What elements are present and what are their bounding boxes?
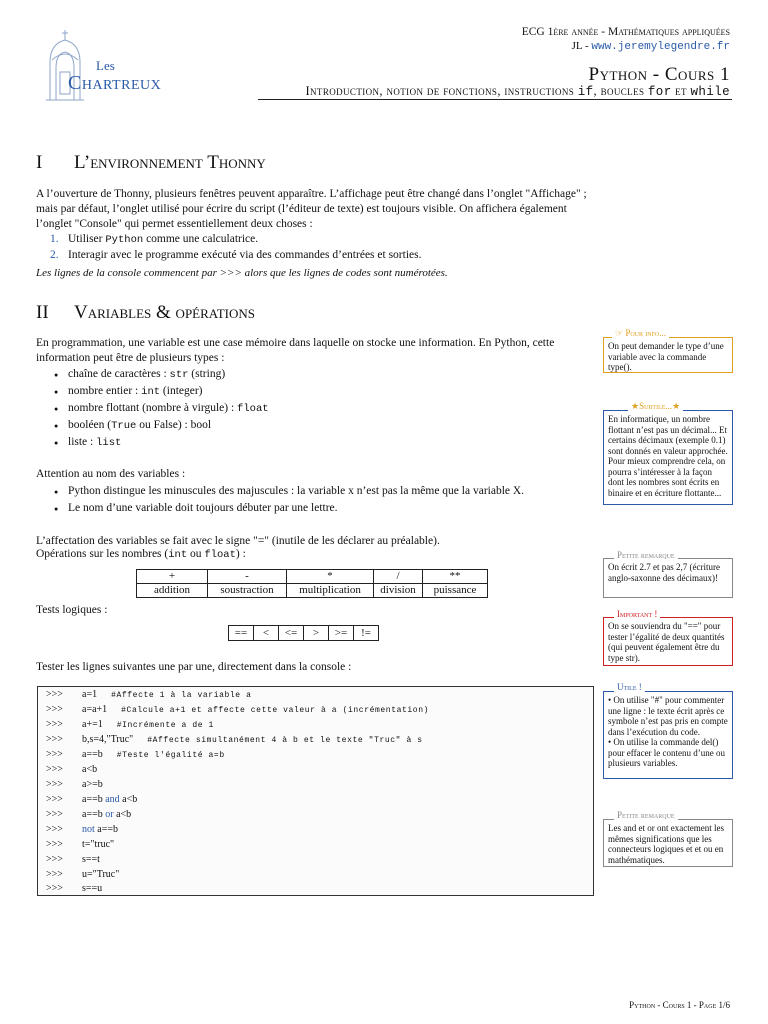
comment: #Affecte simultanément 4 à b et le texte "Truc" à s xyxy=(147,736,423,745)
bullet-text: (string) xyxy=(188,368,226,380)
console-note: Les lignes de la console commencent par >>> alors que les lignes de codes sont numérotées. xyxy=(36,267,448,279)
console-line xyxy=(46,883,102,894)
op-name: addition xyxy=(137,584,208,598)
bullet-item xyxy=(58,402,269,415)
code: a<b xyxy=(82,764,98,775)
code-part: a==b xyxy=(82,794,106,805)
tests-table xyxy=(228,625,379,641)
subtitle-code: for xyxy=(647,85,672,99)
box-text: • On utilise la commande del() pour effacer le contenu d’une ou plusieurs variables. xyxy=(608,737,726,768)
box-text: On se souviendra du "==" pour tester l’égalité de deux quantités (qui peuvent également être du type str). xyxy=(608,621,725,663)
document-subtitle xyxy=(305,84,730,99)
code: float xyxy=(204,549,236,561)
bullet-code: True xyxy=(111,420,137,432)
code-part: a<b xyxy=(113,809,132,820)
prompt: >>> xyxy=(46,689,63,700)
tests-label: Tests logiques : xyxy=(36,604,108,616)
prompt: >>> xyxy=(46,824,63,835)
test-op: > xyxy=(304,626,329,641)
comment: #Teste l'égalité a=b xyxy=(116,751,225,760)
comment: #Calcule a+1 et affecte cette valeur à a (incrémentation) xyxy=(121,706,430,715)
op-name: puissance xyxy=(423,584,488,598)
subtitle-code: if xyxy=(577,85,594,99)
logo xyxy=(38,22,178,110)
section-1-heading xyxy=(36,152,266,174)
box-text: Les and et or ont exactement les mêmes significations que les connecteurs logiques et et ou en mathématiques. xyxy=(608,823,724,865)
section-title: Variables & opérations xyxy=(74,302,256,323)
prompt: >>> xyxy=(46,764,63,775)
useful-box-title: Utile ! xyxy=(614,682,645,692)
document-title: Python - Cours 1 xyxy=(588,64,730,85)
bullet-text: ou False) : bool xyxy=(136,419,212,431)
comment: #Affecte 1 à la variable a xyxy=(111,691,252,700)
bullet-text: booléen ( xyxy=(68,419,112,431)
bullet-item xyxy=(58,436,121,449)
symbols-row xyxy=(137,570,488,584)
test-op: != xyxy=(354,626,379,641)
page-footer: Python - Cours 1 - Page 1/6 xyxy=(629,1000,730,1010)
prompt: >>> xyxy=(46,734,63,745)
prompt: >>> xyxy=(46,779,63,790)
console-listing xyxy=(37,686,594,896)
section-2-heading xyxy=(36,302,255,324)
affect-text: L’affectation des variables se fait avec le signe "=" (inutile de les déclarer au préalable). xyxy=(36,535,440,547)
list-item xyxy=(50,233,258,246)
op-symbol: - xyxy=(208,570,287,584)
prompt: >>> xyxy=(46,869,63,880)
prompt: >>> xyxy=(46,704,63,715)
code-part: a==b xyxy=(94,824,118,835)
bullet-text: chaîne de caractères : xyxy=(68,368,170,380)
subtle-box-title: ★Subtile...★ xyxy=(628,401,683,412)
sec2-paragraph: En programmation, une variable est une case mémoire dans laquelle on stocke une information. En Python, cette information peut être de plusieurs types : xyxy=(36,337,555,364)
box-text: On écrit 2.7 et pas 2,7 (écriture anglo-saxonne des décimaux)! xyxy=(608,562,720,583)
info-box xyxy=(603,337,733,373)
console-line xyxy=(46,824,118,835)
code: a>=b xyxy=(82,779,103,790)
subtle-box xyxy=(603,410,733,505)
prompt: >>> xyxy=(46,854,63,865)
remark-box-2-title: Petite remarque xyxy=(614,810,678,820)
console-line xyxy=(46,839,114,850)
bullet-item xyxy=(58,419,211,432)
code: a=a+1 xyxy=(82,704,108,715)
list-item xyxy=(50,249,421,261)
op-symbol: * xyxy=(287,570,374,584)
box-text: En informatique, un nombre flottant n’est pas un décimal... Et certains décimaux (exemple 0.1) sont donnés en valeur approchée. Pour mieux comprendre cela, on pourra s’intéresser à la façon dont les nombres sont écrits en binaire et en écriture flottante... xyxy=(608,414,728,498)
box-text: On peut demander le type d’une variable avec la commande type(). xyxy=(608,341,724,372)
bullet-code: list xyxy=(96,437,122,449)
box-text: • On utilise "#" pour commenter une ligne : le texte écrit après ce symbole n’est pas pris en compte dans l’exécution du code. xyxy=(608,695,728,737)
console-line xyxy=(46,854,100,865)
prompt: >>> xyxy=(46,794,63,805)
console-line xyxy=(46,749,225,760)
op-name: soustraction xyxy=(208,584,287,598)
prompt: >>> xyxy=(46,749,63,760)
item-number: 2. xyxy=(50,249,59,261)
item-text: Interagir avec le programme exécuté via des commandes d’entrées et sorties. xyxy=(68,249,422,261)
test-op: <= xyxy=(279,626,304,641)
op-symbol: ** xyxy=(423,570,488,584)
bullet-code: str xyxy=(169,369,189,381)
bullet-text: Le nom d’une variable doit toujours débuter par une lettre. xyxy=(68,502,338,514)
header-author xyxy=(572,40,730,53)
subtitle-part: et xyxy=(671,84,691,98)
operations-table xyxy=(136,569,488,598)
separator: - xyxy=(582,40,592,52)
sec1-paragraph: A l’ouverture de Thonny, plusieurs fenêtres peuvent apparaître. L’affichage peut être changé dans l’onglet "Affichage" ; mais par défaut, l’onglet utilisé pour écrire du script (l’éditeur de texte) est toujours visible. On affichera également l’onglet "Console" qui permet essentiellement deux choses : xyxy=(36,188,587,230)
bullet-item xyxy=(58,485,524,497)
code: t="truc" xyxy=(82,839,115,850)
prompt: >>> xyxy=(46,839,63,850)
subtitle-code: while xyxy=(690,85,730,99)
logo-top-text: Les xyxy=(96,58,115,73)
code-part: a<b xyxy=(119,794,138,805)
author-initials: JL xyxy=(571,40,583,52)
bullet-item xyxy=(58,502,338,514)
console-line xyxy=(46,794,137,805)
code xyxy=(82,809,131,820)
bullet-text: Python distingue les minuscules des majuscules : la variable x n’est pas la même que la variable X. xyxy=(68,485,525,497)
item-number: 1. xyxy=(50,233,59,245)
comment: #Incrémente a de 1 xyxy=(116,721,214,730)
console-line xyxy=(46,809,131,820)
console-line xyxy=(46,689,252,700)
names-row xyxy=(137,584,488,598)
attention-text: Attention au nom des variables : xyxy=(36,468,186,480)
bullet-code: int xyxy=(141,386,161,398)
code: a+=1 xyxy=(82,719,103,730)
op-name: division xyxy=(374,584,423,598)
code xyxy=(82,824,118,835)
console-line xyxy=(46,704,429,715)
info-box-title: ☞ Pour info... xyxy=(612,328,669,339)
tester-text: Tester les lignes suivantes une par une, directement dans la console : xyxy=(36,661,352,673)
website-link[interactable]: www.jeremylegendre.fr xyxy=(591,41,730,53)
item-text: comme une calculatrice. xyxy=(143,233,259,245)
bullet-text: (integer) xyxy=(160,385,203,397)
code: s==t xyxy=(82,854,100,865)
section-number: I xyxy=(36,152,43,173)
bullet-code: float xyxy=(237,403,269,415)
op-symbol: / xyxy=(374,570,423,584)
prompt: >>> xyxy=(46,883,63,894)
console-line xyxy=(46,764,97,775)
important-box xyxy=(603,617,733,666)
item-code: Python xyxy=(105,234,144,246)
important-box-title: Important ! xyxy=(614,609,660,619)
item-text: Utiliser xyxy=(68,233,106,245)
header-level: ECG 1ère année - Mathématiques appliquées xyxy=(521,26,730,38)
code xyxy=(82,794,137,805)
test-op: >= xyxy=(329,626,354,641)
remark-box-2 xyxy=(603,819,733,867)
prompt: >>> xyxy=(46,719,63,730)
console-line xyxy=(46,779,103,790)
bullet-text: nombre flottant (nombre à virgule) : xyxy=(68,402,238,414)
console-line xyxy=(46,869,119,880)
prompt: >>> xyxy=(46,809,63,820)
text-part: Opérations sur les nombres ( xyxy=(36,548,169,560)
remark-box-title: Petite remarque xyxy=(614,550,678,560)
code: s==u xyxy=(82,883,103,894)
section-number: II xyxy=(36,302,49,323)
bullet-item xyxy=(58,368,225,381)
operations-text xyxy=(36,547,591,563)
bullet-item xyxy=(58,385,203,398)
code-part: a==b xyxy=(82,809,106,820)
keyword: and xyxy=(105,794,120,805)
bullet-text: nombre entier : xyxy=(68,385,142,397)
code: u="Truc" xyxy=(82,869,120,880)
console-line xyxy=(46,734,423,745)
code: int xyxy=(168,549,188,561)
test-op: == xyxy=(229,626,254,641)
bullet-text: liste : xyxy=(68,436,97,448)
useful-box xyxy=(603,691,733,779)
keyword: not xyxy=(82,824,95,835)
code: a==b xyxy=(82,749,103,760)
op-symbol: + xyxy=(137,570,208,584)
op-name: multiplication xyxy=(287,584,374,598)
subtitle-part: Introduction, notion de fonctions, instructions xyxy=(305,84,578,98)
test-op: < xyxy=(254,626,279,641)
logo-bottom-text: Chartreux xyxy=(68,72,162,94)
text-part: ou xyxy=(187,548,205,560)
code: b,s=4,"Truc" xyxy=(82,734,134,745)
subtitle-part: , boucles xyxy=(593,84,648,98)
section-title: L’environnement Thonny xyxy=(74,152,266,173)
text-part: ) : xyxy=(235,548,246,560)
header-rule xyxy=(258,99,732,100)
console-line xyxy=(46,719,214,730)
keyword: or xyxy=(105,809,114,820)
remark-box xyxy=(603,558,733,598)
code: a=1 xyxy=(82,689,98,700)
